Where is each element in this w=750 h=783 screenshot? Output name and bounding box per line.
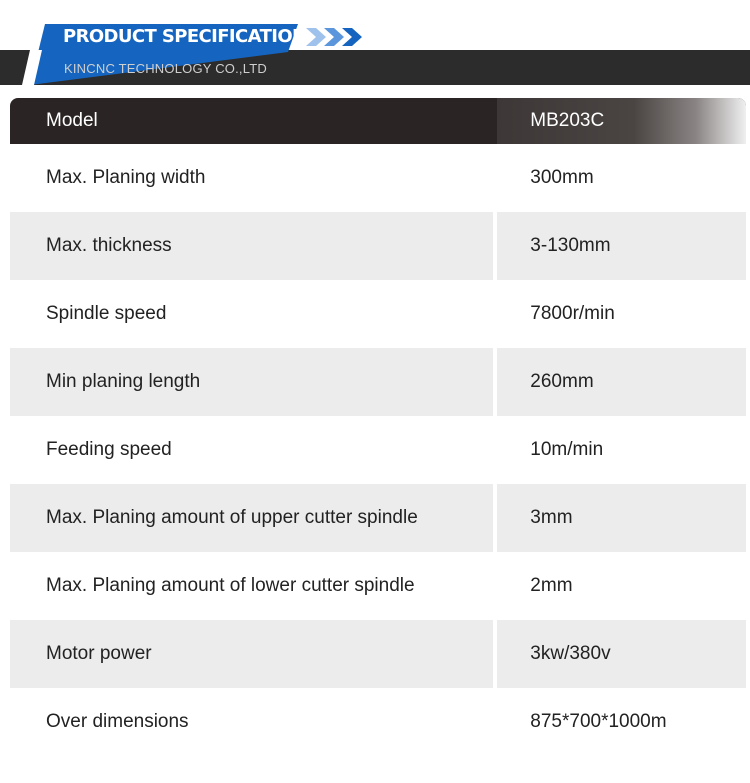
table-row (10, 416, 746, 484)
spec-label: Max. Planing amount of lower cutter spindle (10, 552, 493, 620)
table-row (10, 688, 746, 756)
spec-label: Min planing length (10, 348, 493, 416)
spec-label: Max. Planing amount of upper cutter spindle (10, 484, 493, 552)
table-row (10, 348, 746, 416)
company-name: KINCNC TECHNOLOGY CO.,LTD (64, 61, 267, 76)
spec-value: 2mm (497, 552, 746, 620)
table-row (10, 212, 746, 280)
table-row (10, 280, 746, 348)
banner-title: PRODUCT SPECIFICATION (63, 26, 307, 47)
table-row (10, 620, 746, 688)
spec-banner (0, 0, 750, 90)
spec-label: Feeding speed (10, 416, 493, 484)
spec-table (10, 98, 746, 756)
spec-value: 3kw/380v (497, 620, 746, 688)
table-row (10, 552, 746, 620)
spec-value: 300mm (497, 144, 746, 212)
spec-value: 875*700*1000m (497, 688, 746, 756)
spec-value: 260mm (497, 348, 746, 416)
table-header-row (10, 98, 746, 144)
table-row (10, 144, 746, 212)
spec-label: Max. thickness (10, 212, 493, 280)
header-model-value: MB203C (497, 98, 746, 144)
spec-value: 7800r/min (497, 280, 746, 348)
double-chevron-right-icon (306, 26, 368, 48)
spec-label: Over dimensions (10, 688, 493, 756)
spec-value: 3mm (497, 484, 746, 552)
spec-value: 10m/min (497, 416, 746, 484)
header-label: Model (46, 110, 98, 131)
spec-label: Spindle speed (10, 280, 493, 348)
table-row (10, 484, 746, 552)
spec-value: 3-130mm (497, 212, 746, 280)
spec-label: Motor power (10, 620, 493, 688)
spec-label: Max. Planing width (10, 144, 493, 212)
